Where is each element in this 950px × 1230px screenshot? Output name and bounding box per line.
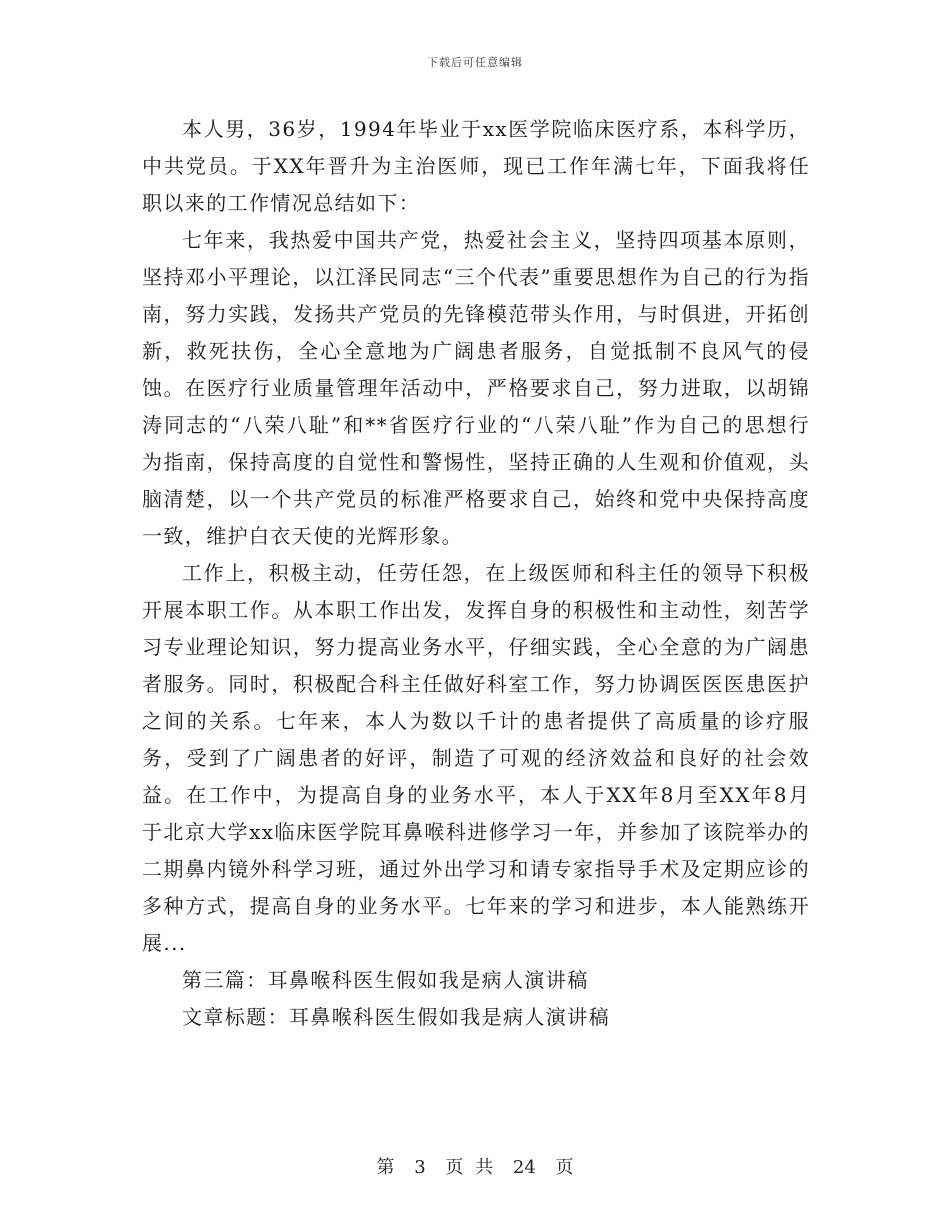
paragraph-intro: 本人男，36岁，1994年毕业于xx医学院临床医疗系，本科学历，中共党员。于XX年晋升为主治医师，现已工作年满七年，下面我将任职以来的工作情况总结如下： — [142, 117, 810, 215]
footer-prefix: 第 — [376, 1157, 395, 1178]
page-header: 下载后可任意编辑 — [427, 56, 523, 69]
footer-middle: 页 共 — [445, 1157, 494, 1178]
paragraph-work: 工作上，积极主动，任劳任怨，在上级医师和科主任的领导下积极开展本职工作。从本职工作出发，发挥自身的积极性和主动性，刻苦学习专业理论知识，努力提高业务水平，仔细实践，全心全意的为广阔患者服务。同时，积极配合科主任做好科室工作，努力协调医医医患医护之间的关系。七年来，本人为数以千计的患者提供了高质量的诊疗服务，受到了广阔患者的好评，制造了可观的经济效益和良好的社会效益。在工作中，为提高自身的业务水平，本人于XX年8月至XX年8月于北京大学xx临床医学院耳鼻喉科进修学习一年，并参加了该院举办的二期鼻内镜外科学习班，通过外出学习和请专家指导手术及定期应诊的多种方式，提高自身的业务水平。七年来的学习和进步，本人能熟练开展... — [142, 561, 810, 955]
article-title-line: 文章标题：耳鼻喉科医生假如我是病人演讲稿 — [182, 1005, 610, 1029]
paragraph-political: 七年来，我热爱中国共产党，热爱社会主义，坚持四项基本原则，坚持邓小平理论，以江泽民同志“三个代表”重要思想作为自己的行为指南，努力实践，发扬共产党员的先锋模范带头作用，与时俱进，开拓创新，救死扶伤，全心全意地为广阔患者服务，自觉抵制不良风气的侵蚀。在医疗行业质量管理年活动中，严格要求自己，努力进取，以胡锦涛同志的“八荣八耻”和**省医疗行业的“八荣八耻”作为自己的思想行为指南，保持高度的自觉性和警惕性，坚持正确的人生观和价值观，头脑清楚，以一个共产党员的标准严格要求自己，始终和党中央保持高度一致，维护白衣天使的光辉形象。 — [142, 228, 810, 548]
document-body — [142, 111, 810, 1036]
footer-total-pages: 24 — [512, 1157, 536, 1178]
page-footer — [0, 1153, 950, 1179]
footer-current-page: 3 — [414, 1157, 426, 1178]
footer-suffix: 页 — [555, 1157, 574, 1178]
section-heading: 第三篇：耳鼻喉科医生假如我是病人演讲稿 — [182, 968, 589, 992]
